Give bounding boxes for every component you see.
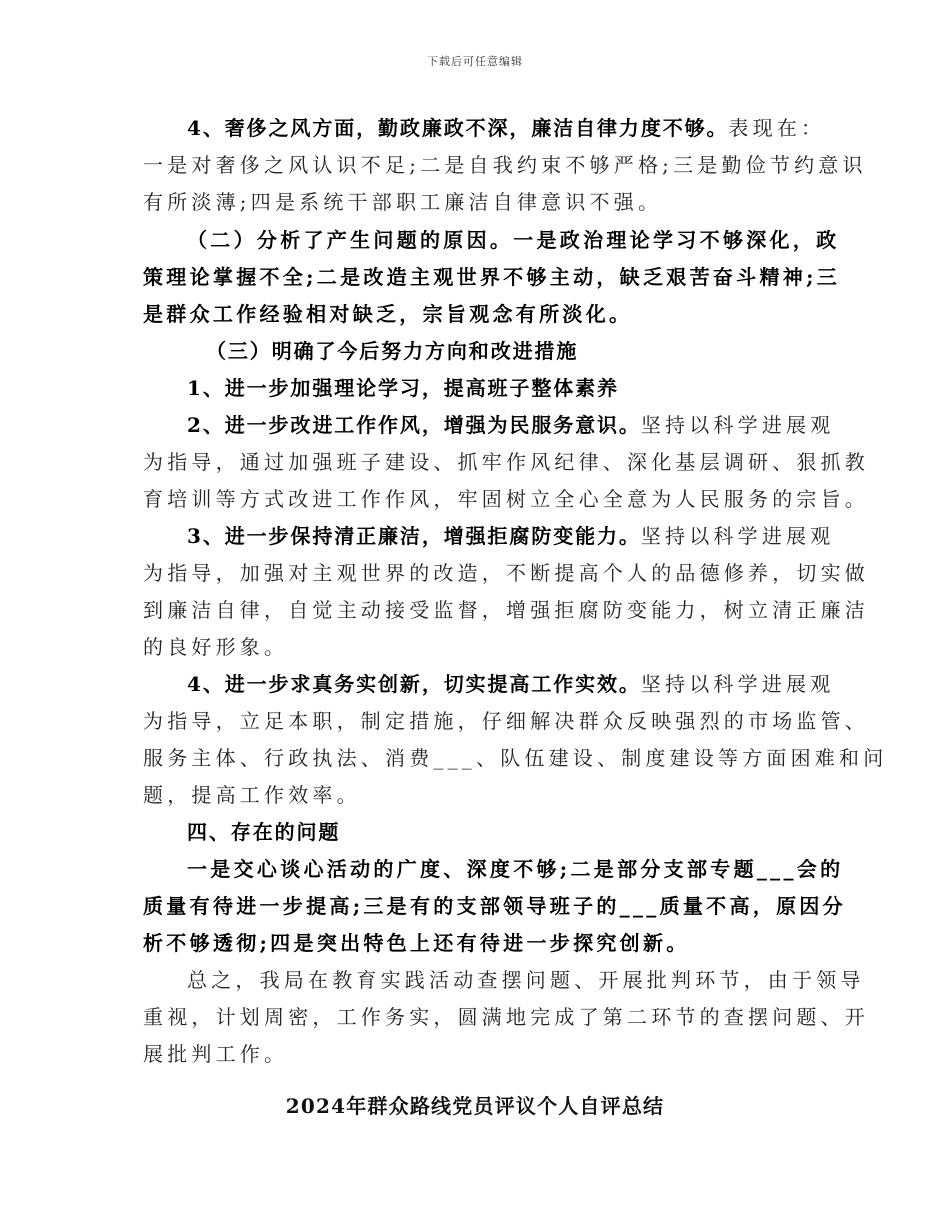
item-heading: 2、进一步改进工作作风，增强为民服务意识。 <box>187 413 641 437</box>
item-heading: 4、进一步求真务实创新，切实提高工作实效。 <box>187 672 641 696</box>
paragraph-line: 为指导，立足本职，制定措施，仔细解决群众反映强烈的市场监管、 <box>143 709 869 733</box>
paragraph-line: 总之，我局在教育实践活动查摆问题、开展批判环节，由于领导 <box>187 968 865 992</box>
paragraph-line <box>187 407 835 443</box>
section-heading-line: （二）分析了产生问题的原因。一是政治理论学习不够深化，政 <box>187 228 840 252</box>
page-header-note: 下载后可任意编辑 <box>427 55 523 68</box>
section-heading: （三）明确了今后努力方向和改进措施 <box>206 339 579 363</box>
section-heading: 四、存在的问题 <box>187 820 341 844</box>
paragraph-line: 的良好形象。 <box>143 635 289 659</box>
paragraph-line <box>187 110 826 146</box>
paragraph-line: 是群众工作经验相对缺乏，宗旨观念有所淡化。 <box>143 302 633 326</box>
paragraph-text: 坚持以科学进展观 <box>640 524 835 548</box>
paragraph-line: 有所淡薄;四是系统干部职工廉洁自律意识不强。 <box>143 190 663 214</box>
paragraph-line: 服务主体、行政执法、消费___、队伍建设、制度建设等方面困难和问 <box>143 746 888 770</box>
paragraph-line: 为指导，加强对主观世界的改造，不断提高个人的品德修养，切实做 <box>143 561 869 585</box>
paragraph-line: 到廉洁自律，自觉主动接受监督，增强拒腐防变能力，树立清正廉洁 <box>143 598 869 622</box>
item-heading: 1、进一步加强理论学习，提高班子整体素养 <box>187 376 619 400</box>
item-heading: 3、进一步保持清正廉洁，增强拒腐防变能力。 <box>187 524 641 548</box>
paragraph-line: 题，提高工作效率。 <box>143 783 361 807</box>
paragraph-line <box>187 666 835 702</box>
document-title: 2024年群众路线党员评议个人自评总结 <box>285 1094 665 1118</box>
paragraph-line: 展批判工作。 <box>143 1042 289 1066</box>
paragraph-text: 表现在： <box>728 116 826 140</box>
paragraph-text: 坚持以科学进展观 <box>640 413 835 437</box>
paragraph-line: 析不够透彻;四是突出特色上还有待进一步探究创新。 <box>143 931 690 955</box>
paragraph-heading: 4、奢侈之风方面，勤政廉政不深，廉洁自律力度不够。 <box>187 116 729 140</box>
paragraph-line: 育培训等方式改进工作作风，牢固树立全心全意为人民服务的宗旨。 <box>143 487 869 511</box>
paragraph-line: 一是交心谈心活动的广度、深度不够;二是部分支部专题___会的 <box>187 857 844 881</box>
paragraph-line: 一是对奢侈之风认识不足;二是自我约束不够严格;三是勤俭节约意识 <box>143 153 867 177</box>
paragraph-text: 坚持以科学进展观 <box>640 672 835 696</box>
paragraph-line <box>187 518 835 554</box>
paragraph-line: 重视，计划周密，工作务实，圆满地完成了第二环节的查摆问题、开 <box>143 1005 869 1029</box>
paragraph-line: 为指导，通过加强班子建设、抓牢作风纪律、深化基层调研、狠抓教 <box>143 450 869 474</box>
paragraph-line: 质量有待进一步提高;三是有的支部领导班子的___质量不高，原因分 <box>143 894 846 918</box>
paragraph-line: 策理论掌握不全;二是改造主观世界不够主动，缺乏艰苦奋斗精神;三 <box>143 265 841 289</box>
